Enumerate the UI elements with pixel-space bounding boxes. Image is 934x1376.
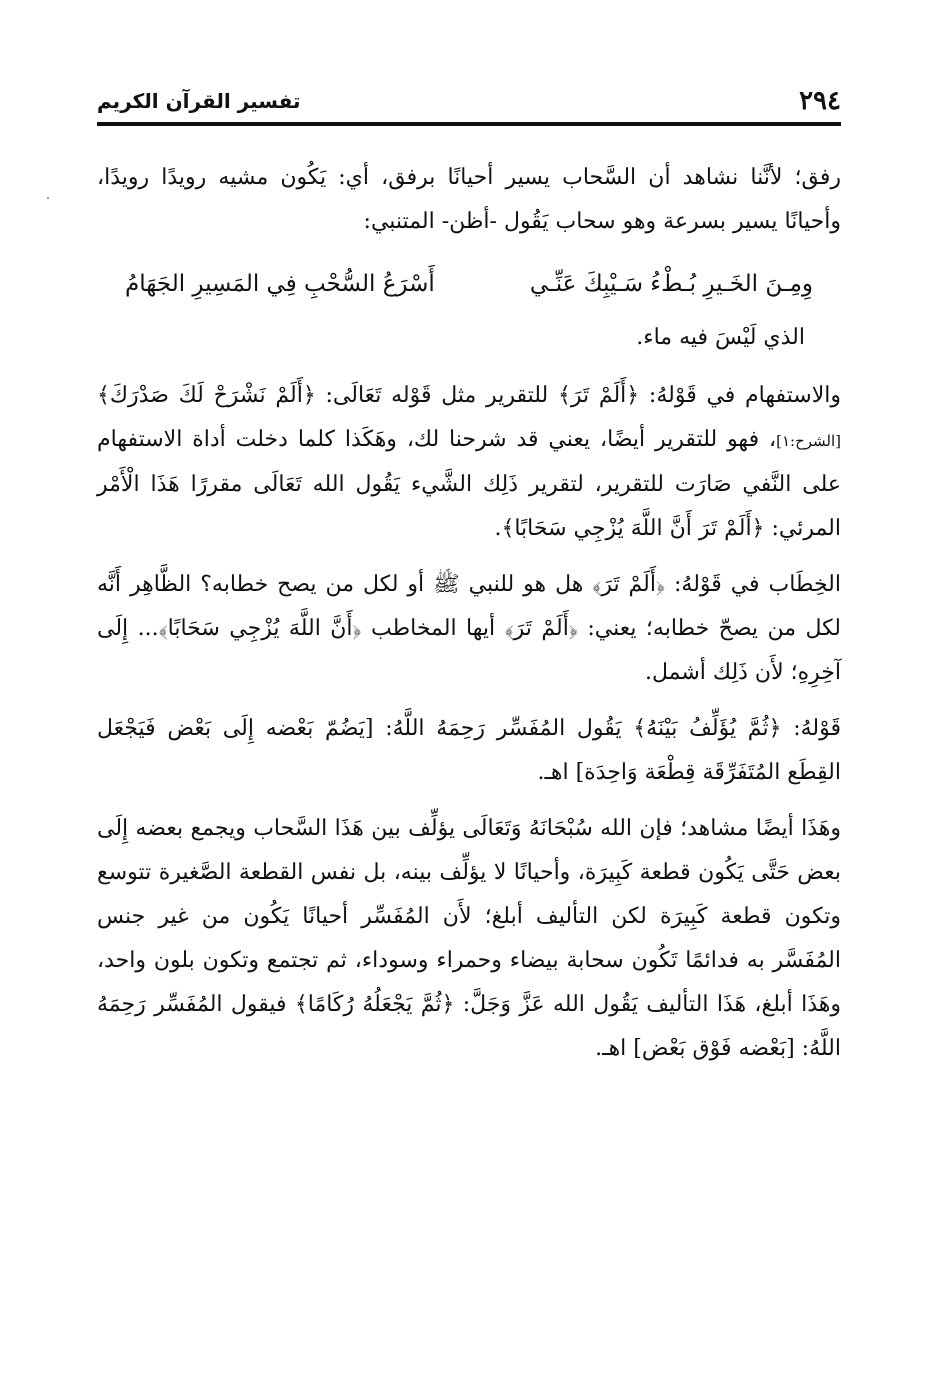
paragraph-2: الذي لَيْسَ فيه ماء. xyxy=(636,325,805,350)
paragraph-3 xyxy=(97,374,841,551)
paragraph-4: الخِطَاب في قَوْلهُ: ﴿أَلَمْ تَرَ﴾ هل هو للنبي ﷺ أو لكل من يصح خطابه؟ الظَّاهِر أَنَّه لكل من يصحّ خطابه؛ يعني: ﴿أَلَمْ تَرَ﴾ أيها المخاطب ﴿أَنَّ اللَّهَ يُزْجِي سَحَابًا﴾... إِلَى آخِرِهِ؛ لأَن ذَلِك أشمل. xyxy=(97,572,841,685)
paragraph-5: قَوْلهُ: ﴿ثُمَّ يُؤَلِّفُ بَيْنَهُ﴾ يَقُول المُفَسِّر رَحِمَهُ اللَّهُ: [يَضُمّ بَعْضه إِلَى بَعْض فَيَجْعَل القِطَع المُتَفَرِّقَة قِطْعَة وَاحِدَة] اهـ. xyxy=(97,716,841,785)
paragraph-1: رفق؛ لأنَّنا نشاهد أن السَّحاب يسير أحيانًا برفق، أي: يَكُون مشيه رويدًا رويدًا، وأحيانًا يسير بسرعة وهو سحاب يَقُول -أظن- المتنبي: xyxy=(97,165,841,234)
paragraph-6: وهَذَا أيضًا مشاهد؛ فإن الله سُبْحَانَهُ وَتَعَالَى يؤلِّف بين هَذَا السَّحاب ويجمع بعضه إِلَى بعض حَتَّى يَكُون قطعة كَبِيرَة، وأحيانًا لا يؤلِّف بينه، بل نفس القطعة الصَّغيرة تتوسع وتكون قطعة كَبِيرَة لكن التأليف أبلغ؛ لأَن المُفَسِّر أحيانًا يَكُون من غير جنس المُفَسَّر به فدائمًا تَكُون سحابة بيضاء وحمراء وسوداء، ثم تجتمع وتكون بلون واحد، وهَذَا أبلغ، هَذَا التأليف يَقُول الله عَزَّ وَجَلَّ: ﴿ثُمَّ يَجْعَلُهُ رُكَامًا﴾ فيقول المُفَسِّر رَحِمَهُ اللَّهُ: [بَعْضه فَوْق بَعْض] اهـ. xyxy=(97,816,841,1061)
paragraph-3-part-b: ، فهو للتقرير أيضًا، يعني قد شرحنا لك، وهَكَذا كلما دخلت أداة الاستفهام على النَّفي صَارَت للتقرير، لتقرير ذَلِك الشَّيء يَقُول الله تَعَالَى مقررًا هَذَا الْأَمْر المرئي: ﴿أَلَمْ تَرَ أَنَّ اللَّهَ يُزْجِي سَحَابًا﴾. xyxy=(97,427,841,541)
page-header xyxy=(97,80,841,126)
verse-second-hemistich: أَسْرَعُ السُّحْبِ فِي المَسِيرِ الجَهَامُ xyxy=(125,271,435,297)
poetry-verse xyxy=(97,256,841,316)
surah-citation: [الشرح:١] xyxy=(776,432,841,450)
page-body xyxy=(97,156,841,1083)
paragraph-3-part-a: والاستفهام في قَوْلهُ: ﴿أَلَمْ تَرَ﴾ للتقرير مثل قَوْله تَعَالَى: ﴿أَلَمْ نَشْرَحْ لَكَ صَدْرَكَ﴾ xyxy=(97,383,841,408)
running-title: تفسير القرآن الكريم xyxy=(97,89,301,113)
page-number: ٢٩٤ xyxy=(799,86,841,116)
verse-first-hemistich: وِمِـنَ الخَـيرِ بُـطْءُ سَـيْبِكَ عَنِّـي xyxy=(529,271,813,297)
margin-speck xyxy=(47,197,49,199)
